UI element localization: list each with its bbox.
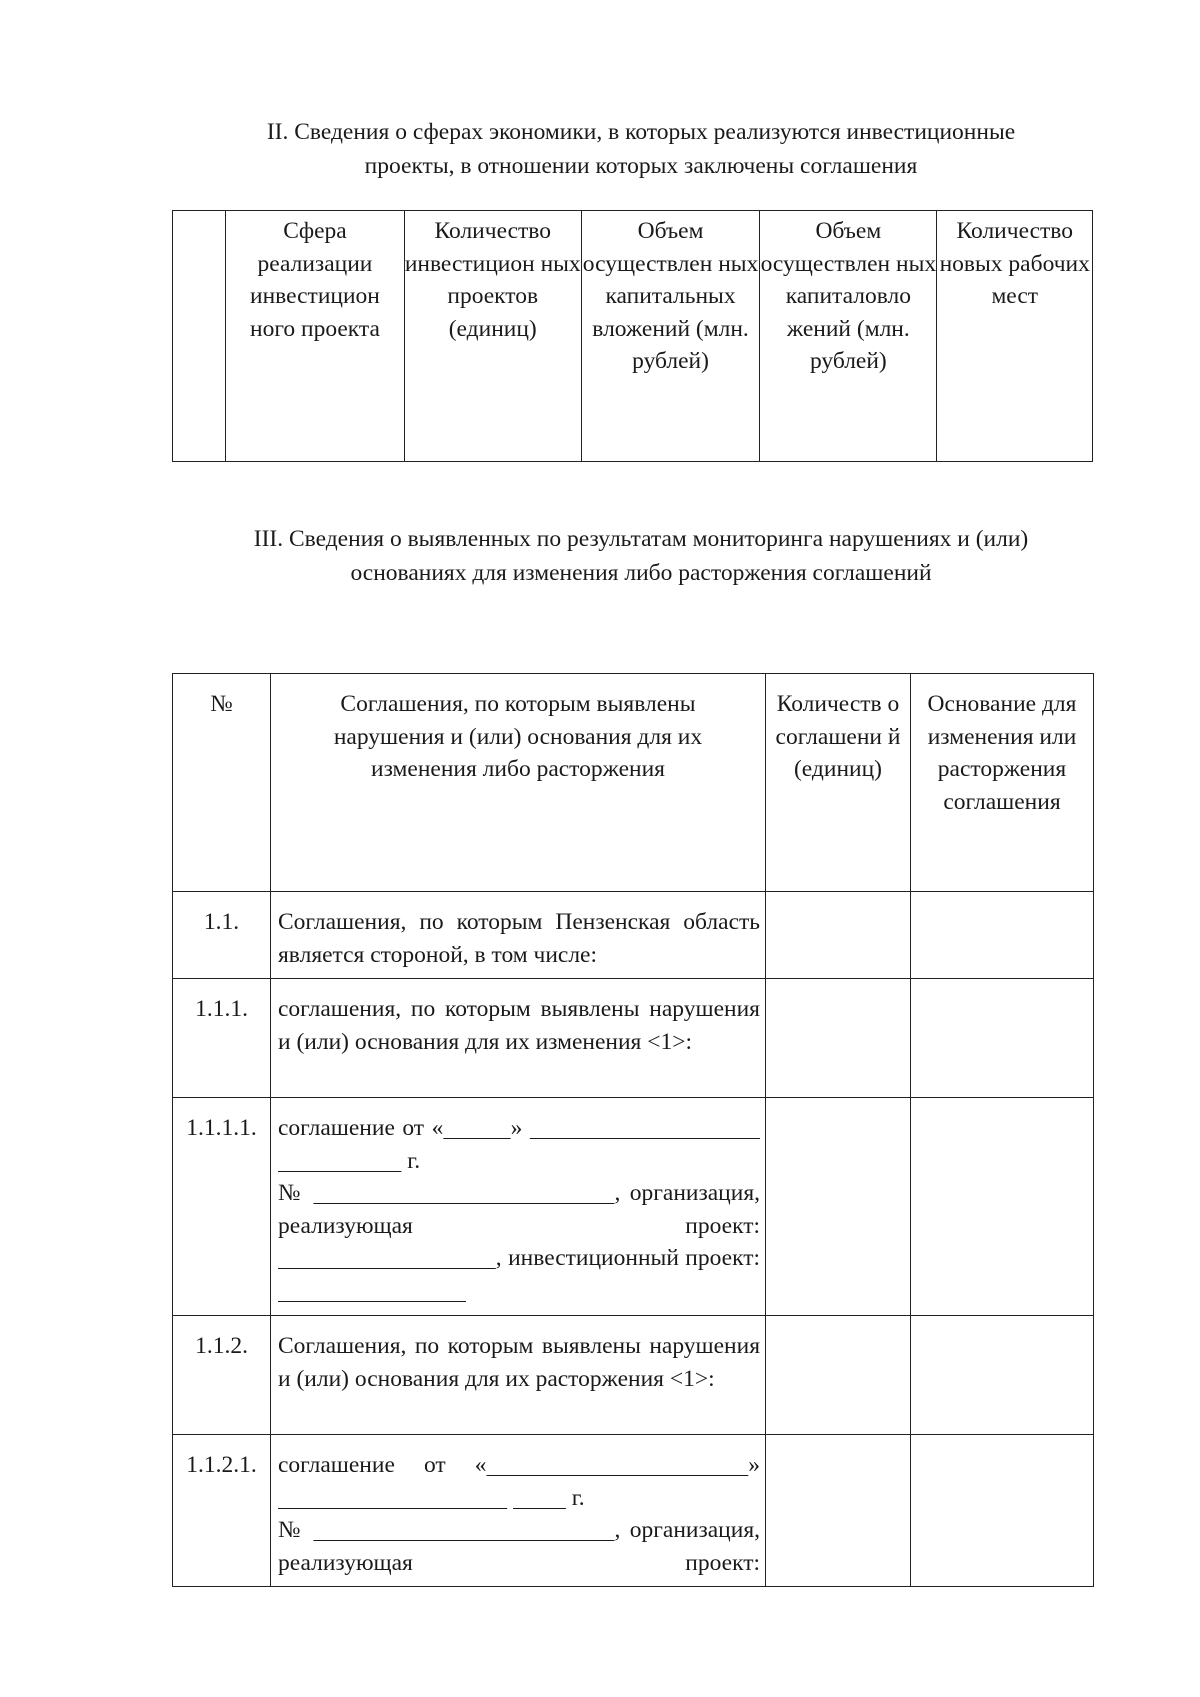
- basis-cell: [911, 1098, 1094, 1316]
- economy-sectors-table: [172, 210, 1093, 462]
- section-3-heading-line-1: III. Сведения о выявленных по результатам мониторинга нарушениях и (или): [253, 526, 1029, 552]
- template-line-date: соглашение от « »: [278, 1452, 761, 1478]
- section-3-heading: [160, 522, 1122, 590]
- table-row: [173, 1098, 1094, 1316]
- table-row: [173, 892, 1094, 979]
- count-cell: [766, 1435, 911, 1587]
- section-3-heading-line-2: основаниях для изменения либо расторжения соглашений: [350, 560, 932, 586]
- basis-cell: [911, 1435, 1094, 1587]
- template-line-number: № , организация, реализующая проект:: [278, 1180, 761, 1239]
- agreement-template: [271, 1098, 766, 1316]
- row-number: 1.1.1.1.: [173, 1098, 271, 1316]
- template-line-year: г.: [407, 1147, 421, 1174]
- template-line-project: , инвестиционный проект:: [495, 1245, 761, 1271]
- row-description: Соглашения, по которым выявлены нарушения и (или) основания для их расторжения <1>:: [271, 1316, 766, 1435]
- section-2-heading: [160, 115, 1122, 183]
- header-cell-agreement-count: Количеств о соглашени й (единиц): [766, 674, 911, 892]
- row-number: 1.1.2.1.: [173, 1435, 271, 1587]
- header-cell-agreements: Соглашения, по которым выявлены нарушения и (или) основания для их изменения либо расторжения: [271, 674, 766, 892]
- row-number: 1.1.1.: [173, 979, 271, 1098]
- table-row: [173, 979, 1094, 1098]
- template-line-number: № , организация, реализующая проект:: [278, 1517, 761, 1576]
- section-2-heading-line-1: II. Сведения о сферах экономики, в которых реализуются инвестиционные: [266, 119, 1016, 145]
- header-cell-sphere: Сфера реализации инвестицион ного проекта: [226, 211, 404, 462]
- section-2-heading-line-2: проекты, в отношении которых заключены соглашения: [364, 153, 918, 179]
- basis-cell: [911, 979, 1094, 1098]
- row-number: 1.1.2.: [173, 1316, 271, 1435]
- table-row: [173, 1316, 1094, 1435]
- table-row: [173, 1435, 1094, 1587]
- table-header-row: [173, 211, 1093, 462]
- row-description: Соглашения, по которым Пензенская область является стороной, в том числе:: [271, 892, 766, 979]
- header-cell-project-count: Количество инвестицион ных проектов (единиц): [404, 211, 581, 462]
- header-cell-basis: Основание для изменения или расторжения соглашения: [911, 674, 1094, 892]
- row-description: соглашения, по которым выявлены нарушения и (или) основания для их изменения <1>:: [271, 979, 766, 1098]
- violations-table: [172, 673, 1094, 1587]
- basis-cell: [911, 892, 1094, 979]
- basis-cell: [911, 1316, 1094, 1435]
- count-cell: [766, 1316, 911, 1435]
- row-number: 1.1.: [173, 892, 271, 979]
- header-cell-blank: [173, 211, 226, 462]
- blank-field: [530, 1115, 760, 1141]
- header-cell-number: №: [173, 674, 271, 892]
- header-cell-capital-investments: Объем осуществлен ных капитальных вложений (млн. рублей): [581, 211, 759, 462]
- table-header-row: [173, 674, 1094, 892]
- template-line-year: г.: [571, 1484, 585, 1511]
- count-cell: [766, 979, 911, 1098]
- template-line-date: соглашение от « »: [278, 1112, 760, 1145]
- header-cell-capital-investments-2: Объем осуществлен ных капиталовло жений (млн. рублей): [760, 211, 937, 462]
- count-cell: [766, 1098, 911, 1316]
- header-cell-new-jobs: Количество новых рабочих мест: [937, 211, 1093, 462]
- agreement-template: [271, 1435, 766, 1587]
- count-cell: [766, 892, 911, 979]
